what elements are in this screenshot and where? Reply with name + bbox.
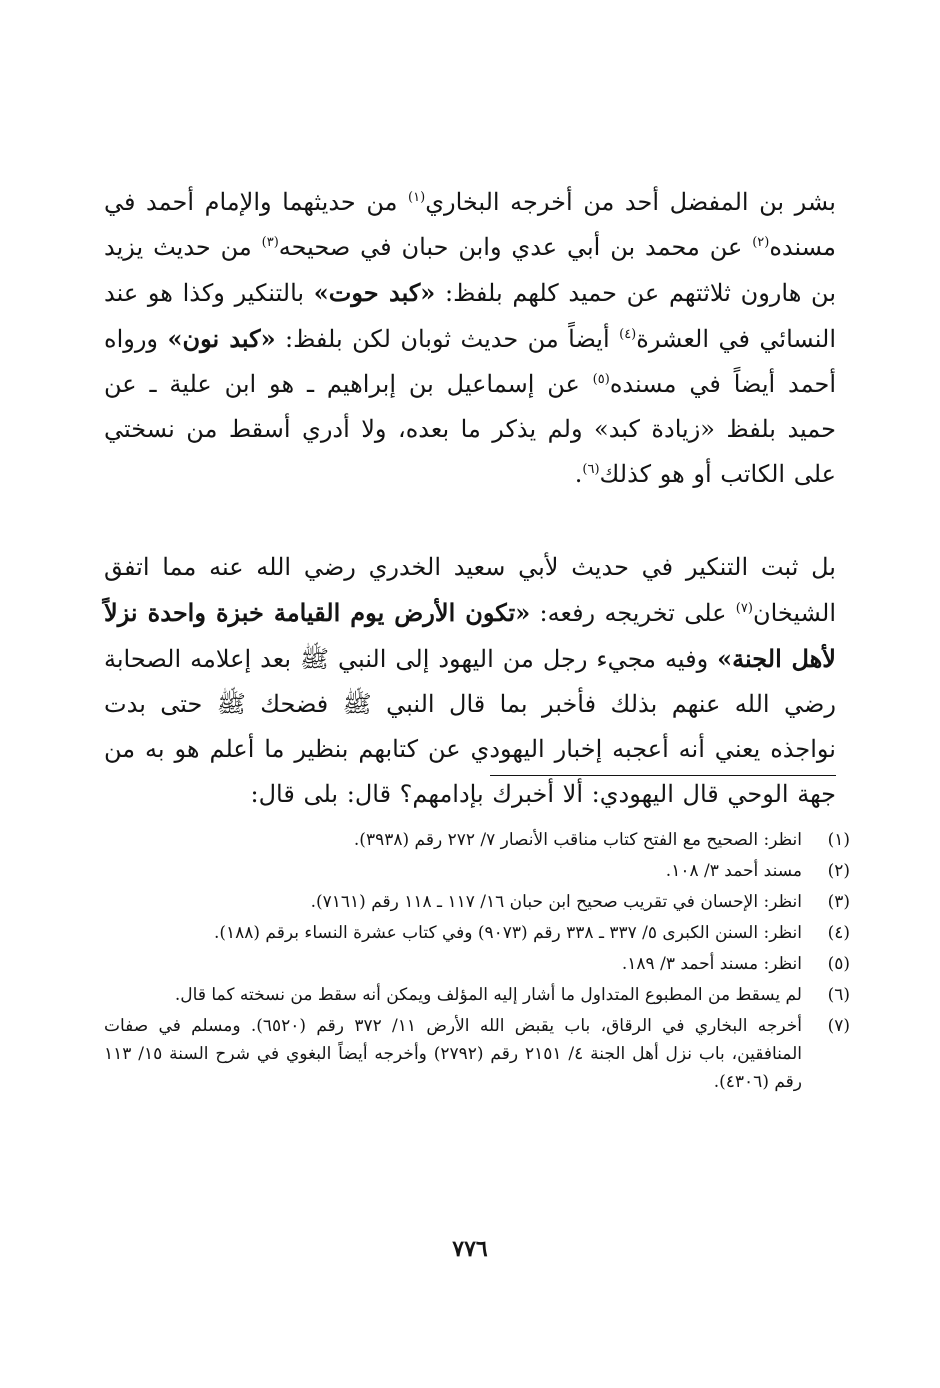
footnote-number: (٣) [827,892,850,912]
footnote-text: انظر: مسند أحمد ٣/ ١٨٩. [621,954,802,974]
footnotes [104,826,850,1099]
paragraph-2 [104,545,836,817]
text-run: عن إسماعيل بن إبراهيم ـ هو ابن علية ـ عن حميد بلفظ «زيادة كبد» ولم يذكر ما بعده، ولا أدري أسقط من نسختي على الكاتب أو هو كذلك [104,370,836,488]
footnote-separator [490,775,836,776]
text-run: من حديث يزيد بن هارون ثلاثتهم عن حميد كلهم بلفظ: [104,233,837,307]
footnote-ref-1: (١) [408,190,426,205]
footnote-2 [104,857,850,885]
footnote-text: مسند أحمد ٣/ ١٠٨. [665,861,802,881]
footnote-number: (١) [827,830,850,850]
text-run: بل ثبت التنكير في حديث لأبي سعيد الخدري رضي الله عنه مما اتفق الشيخان [104,553,836,627]
footnote-text: انظر: الإحسان في تقريب صحيح ابن حبان ١٦/ ١١٧ ـ ١١٨ رقم (٧١٦١). [310,892,802,912]
footnote-4 [104,919,850,947]
footnote-7 [104,1012,850,1096]
hadith-quote: «تكون الأرض يوم القيامة خبزة واحدة نزلاً لأهل الجنة» [104,598,836,673]
footnote-6 [104,981,850,1009]
text-run: ورواه أحمد أيضاً في مسنده [104,325,836,398]
footnote-number: (٢) [827,861,850,881]
hadith-quote: «كبد حوت» [313,278,436,307]
main-text [104,180,836,817]
text-run: أيضاً من حديث ثوبان لكن بلفظ: [275,325,620,353]
paragraph-1 [104,180,836,497]
footnote-text: انظر: السنن الكبرى ٥/ ٣٣٧ ـ ٣٣٨ رقم (٩٠٧٣) وفي كتاب عشرة النساء برقم (١٨٨). [213,923,802,943]
footnote-number: (٧) [827,1016,850,1036]
footnote-text: لم يسقط من المطبوع المتداول ما أشار إليه المؤلف ويمكن أنه سقط من نسخته كما قال. [174,985,802,1005]
footnote-ref-5: (٥) [592,372,610,387]
footnote-number: (٦) [827,985,850,1005]
footnote-number: (٤) [827,923,850,943]
footnote-number: (٥) [827,954,850,974]
footnote-ref-3: (٣) [261,235,279,250]
text-run: بالتنكير وكذا هو عند النسائي في العشرة [104,279,837,353]
text-run: على تخريجه رفعه: [530,599,736,627]
footnote-5 [104,950,850,978]
footnote-ref-6: (٦) [582,462,600,477]
footnote-text: انظر: الصحيح مع الفتح كتاب مناقب الأنصار ٧/ ٢٧٢ رقم (٣٩٣٨). [353,830,802,850]
footnote-ref-7: (٧) [735,601,753,616]
footnote-3 [104,888,850,916]
footnote-ref-4: (٤) [619,327,637,342]
footnote-text: أخرجه البخاري في الرقاق، باب يقبض الله الأرض ١١/ ٣٧٢ رقم (٦٥٢٠). ومسلم في صفات المنافقين، باب نزل أهل الجنة ٤/ ٢١٥١ رقم (٢٧٩٢) وأخرجه أيضاً البغوي في شرح السنة ١٥/ ١١٣ رقم (٤٣٠٦). [104,1016,803,1092]
text-run: وفيه مجيء رجل من اليهود إلى النبي ﷺ بعد إعلامه الصحابة رضي الله عنهم بذلك فأخبر بما قال النبي ﷺ فضحك ﷺ حتى بدت نواجذه يعني أنه أعجبه إخبار اليهودي عن كتابهم بنظير ما أعلم هو به من جهة الوحي قال اليهودي: ألا أخبرك بإدامهم؟ قال: بلى قال: [104,645,836,808]
text-run: بشر بن المفضل أحد من أخرجه البخاري [425,188,836,216]
page-number: ٧٧٦ [452,1236,488,1262]
text-run: . [574,460,583,488]
text-run: من حديثهما والإمام أحمد في مسنده [104,188,837,261]
hadith-quote: «كبد نون» [167,324,276,353]
footnote-ref-2: (٢) [752,235,770,250]
text-run: عن محمد بن أبي عدي وابن حبان في صحيحه [278,233,753,261]
footnote-1 [104,826,850,854]
